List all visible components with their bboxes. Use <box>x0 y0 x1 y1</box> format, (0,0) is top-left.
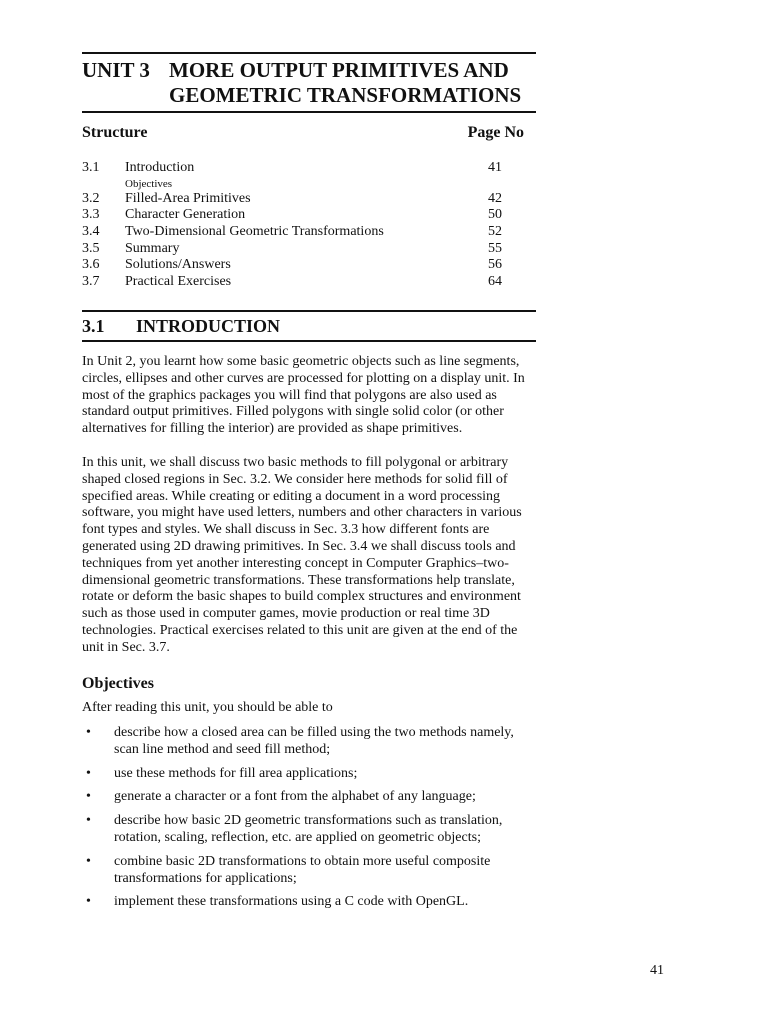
intro-paragraph-2: In this unit, we shall discuss two basic methods to fill polygonal or arbitrary shaped closed regions in Sec. 3.2. We consider here methods for solid fill of specified areas. While creating or editing a document in a word processing software, you might have used letters, numbers and other characters in various font types and styles. We shall discuss in Sec. 3.3 how different fonts are generated using 2D drawing primitives. In Sec. 3.4 we shall discuss tools and techniques from yet another interesting concept in Computer Graphics–two-dimensional geometric transformations. These transformations help translate, rotate or deform the basic shapes to build complex structures and environment such as those used in computer games, movie production or real time 3D technologies. Practical exercises related to this unit are given at the end of the unit in Sec. 3.7. <box>82 455 522 655</box>
toc-page: 42 <box>488 190 502 206</box>
list-item <box>82 725 532 759</box>
list-item-text: describe how basic 2D geometric transformations such as translation, rotation, scaling, reflection, etc. are applied on geometric objects; <box>114 813 503 845</box>
structure-header <box>82 124 524 142</box>
bullet-icon: • <box>86 894 91 910</box>
toc-page: 56 <box>488 257 502 273</box>
toc-number: 3.6 <box>82 257 100 273</box>
toc-page: 50 <box>488 207 502 223</box>
objectives-intro: After reading this unit, you should be able to <box>82 700 333 715</box>
toc-page: 52 <box>488 224 502 240</box>
list-item-text: describe how a closed area can be filled using the two methods namely, scan line method and seed fill method; <box>114 725 514 757</box>
page-no-heading: Page No <box>467 124 524 141</box>
toc-row <box>82 160 502 177</box>
list-item <box>82 789 532 806</box>
list-item-text: generate a character or a font from the alphabet of any language; <box>114 789 476 805</box>
unit-title-line-2: GEOMETRIC TRANSFORMATIONS <box>169 83 522 107</box>
intro-paragraph-1: In Unit 2, you learnt how some basic geometric objects such as line segments, circles, ellipses and other curves are processed for plotting on a display unit. In most of the graphics packages you will find that polygons are also used as standard output primitives. Filled polygons with single solid color (or other alternatives for filling the interior) are provided as shape primitives. <box>82 354 525 437</box>
list-item <box>82 854 532 888</box>
toc-number: 3.3 <box>82 207 100 223</box>
list-item <box>82 766 532 783</box>
section-heading <box>82 310 536 342</box>
unit-number: UNIT 3 <box>82 58 150 82</box>
toc-number: 3.7 <box>82 274 100 290</box>
objectives-heading: Objectives <box>82 675 154 692</box>
table-of-contents <box>82 160 502 291</box>
unit-header <box>82 52 536 113</box>
toc-title: Two-Dimensional Geometric Transformations <box>125 224 384 240</box>
toc-title: Filled-Area Primitives <box>125 190 251 206</box>
section-number: 3.1 <box>82 315 105 336</box>
toc-row <box>82 224 502 241</box>
bullet-icon: • <box>86 765 91 781</box>
list-item-text: combine basic 2D transformations to obtain more useful composite transformations for applications; <box>114 853 491 886</box>
section-title: INTRODUCTION <box>136 315 281 336</box>
toc-row <box>82 241 502 258</box>
bullet-icon: • <box>86 789 91 805</box>
toc-row <box>82 207 502 224</box>
toc-page: 41 <box>488 160 502 175</box>
structure-heading: Structure <box>82 124 148 141</box>
toc-row <box>82 274 502 291</box>
page-number: 41 <box>650 963 664 978</box>
list-item <box>82 894 532 911</box>
list-item <box>82 813 532 847</box>
unit-title-line-1: MORE OUTPUT PRIMITIVES AND <box>169 58 509 82</box>
toc-number: 3.2 <box>82 190 100 206</box>
toc-title: Character Generation <box>125 207 246 223</box>
toc-number: 3.4 <box>82 224 100 240</box>
bullet-icon: • <box>86 725 91 740</box>
toc-row <box>82 257 502 274</box>
toc-row <box>82 191 502 208</box>
list-item-text: implement these transformations using a C code with OpenGL. <box>114 894 469 910</box>
toc-page: 64 <box>488 274 502 290</box>
toc-number: 3.1 <box>82 160 100 175</box>
toc-title: Introduction <box>125 160 195 175</box>
toc-number: 3.5 <box>82 240 100 256</box>
toc-page: 55 <box>488 240 502 256</box>
objectives-list <box>82 725 532 918</box>
bullet-icon: • <box>86 813 91 829</box>
toc-subitem: Objectives <box>125 177 173 190</box>
toc-title: Solutions/Answers <box>125 257 231 273</box>
list-item-text: use these methods for fill area applications; <box>114 765 358 781</box>
toc-title: Practical Exercises <box>125 274 232 290</box>
bullet-icon: • <box>86 853 91 869</box>
toc-title: Summary <box>125 240 180 256</box>
unit-title <box>169 58 536 108</box>
